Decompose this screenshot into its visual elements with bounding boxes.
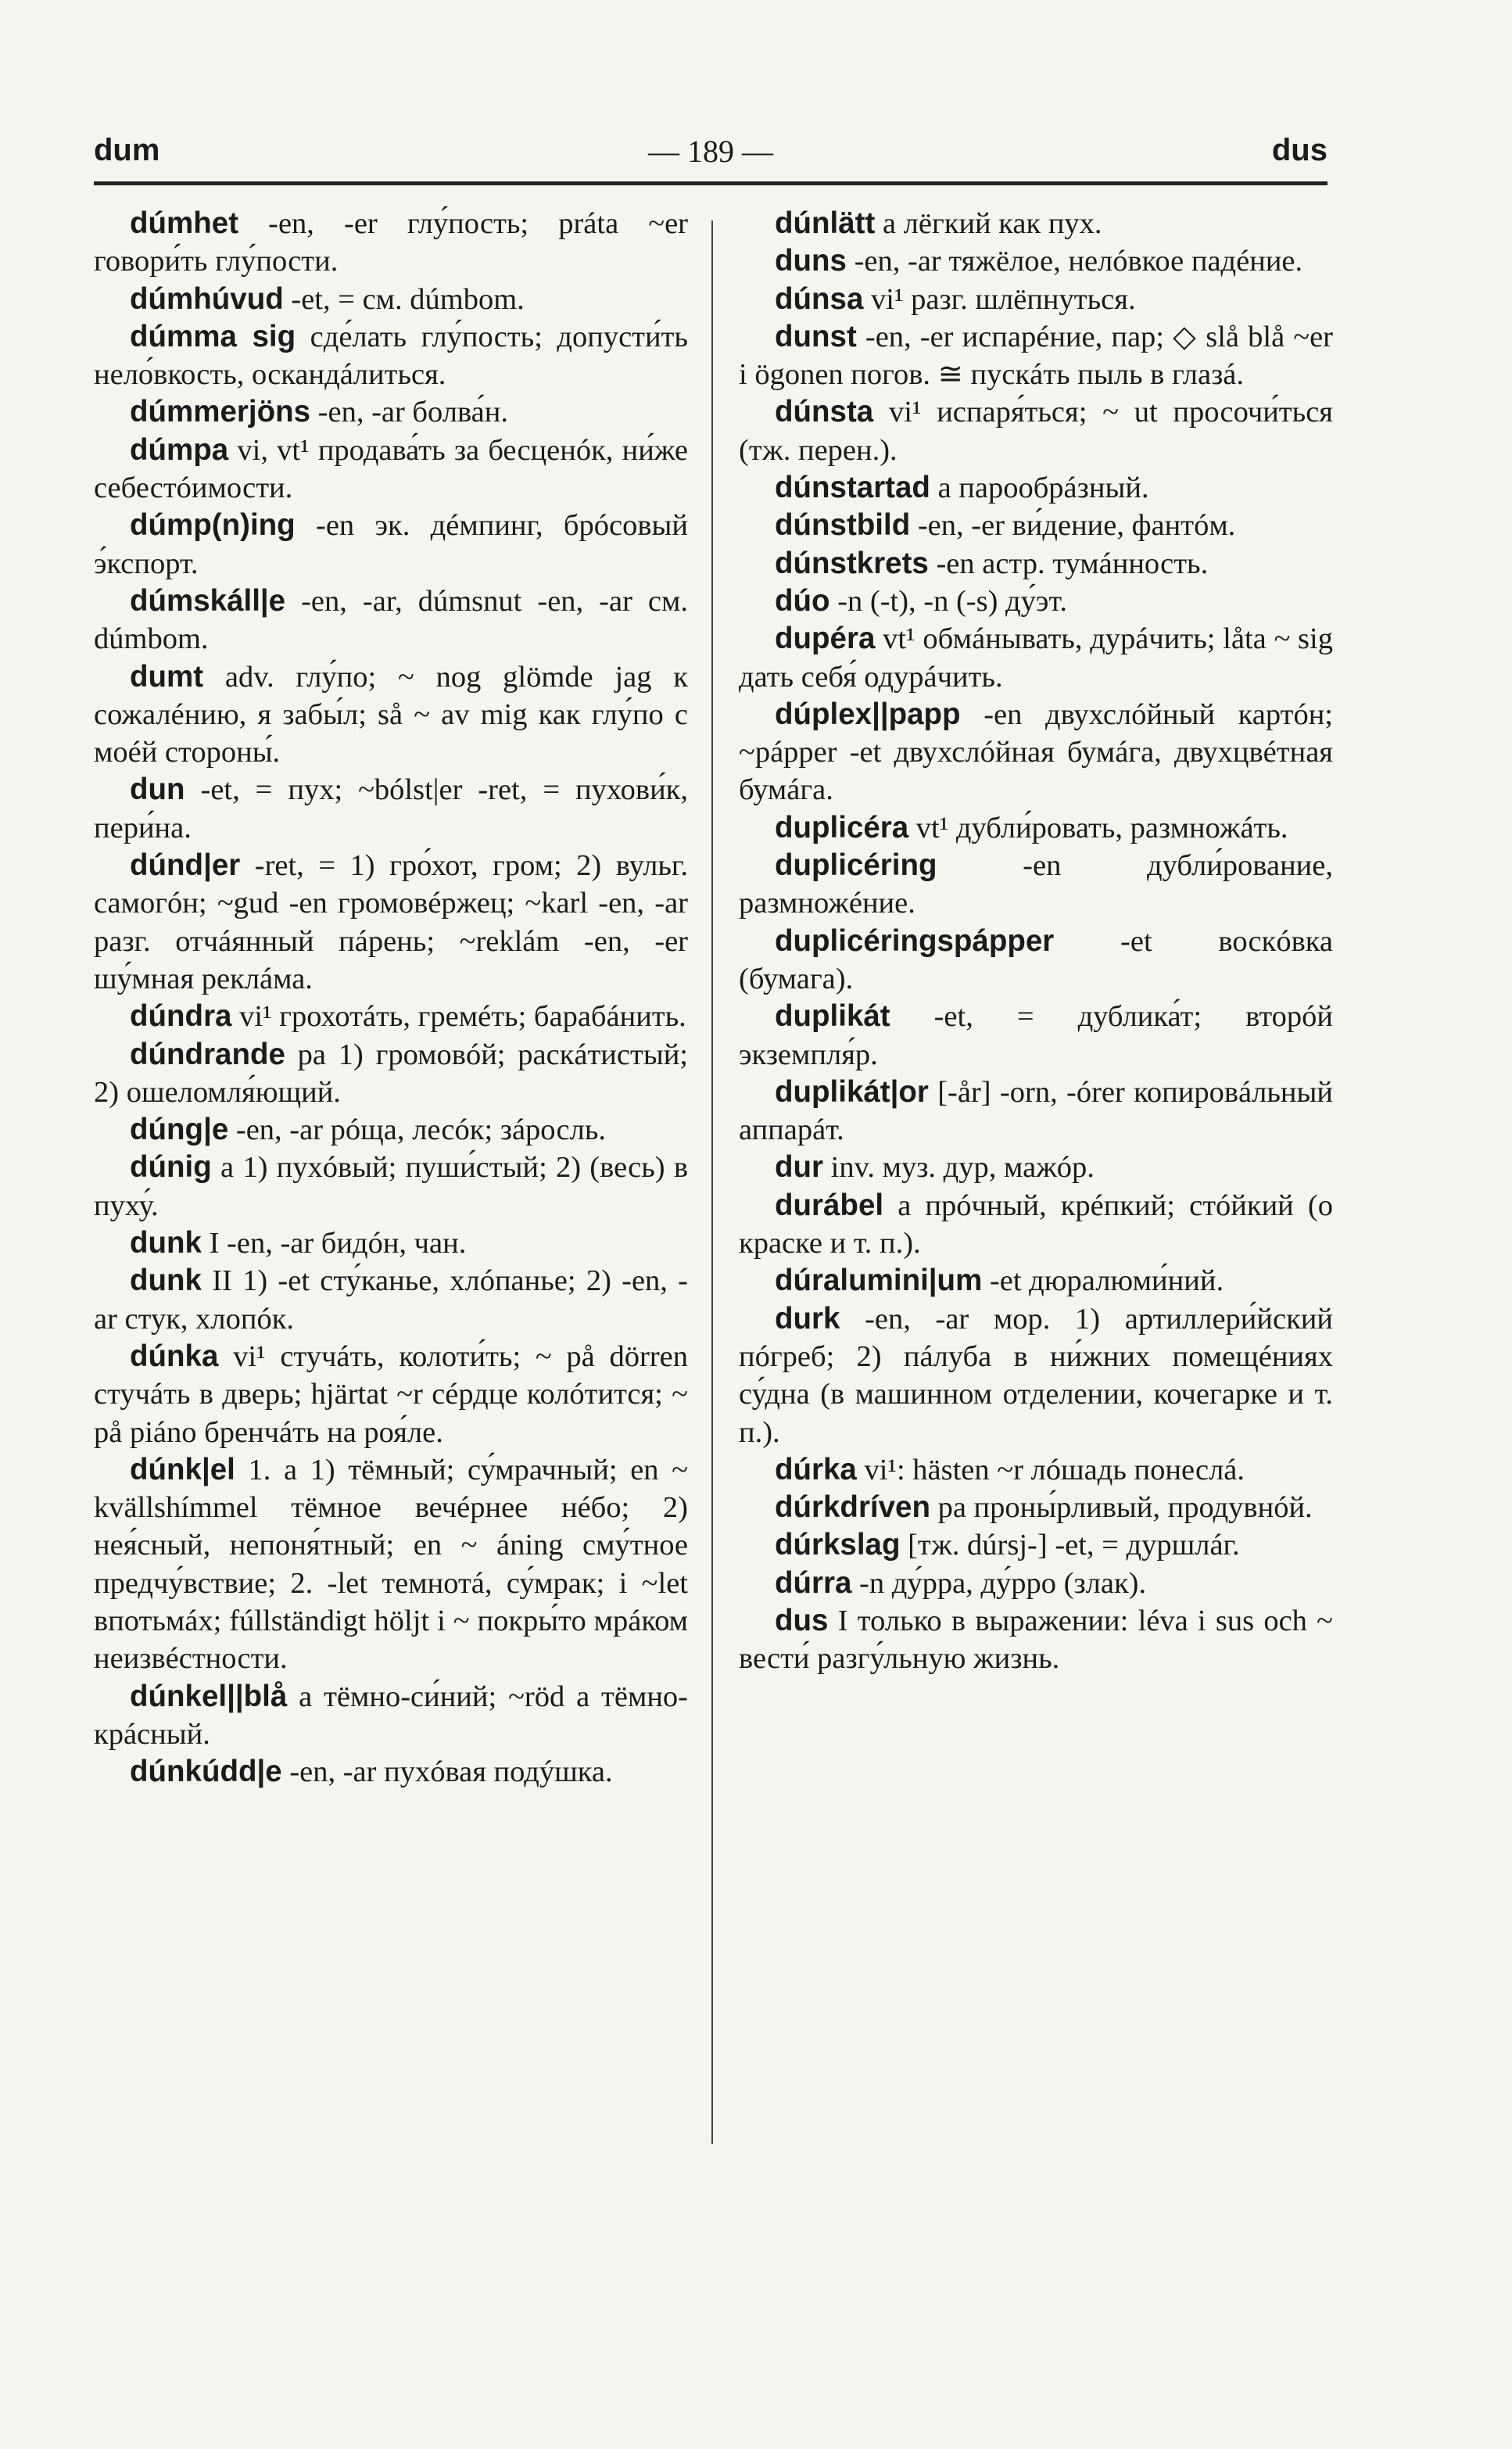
entry-definition: -n ду́рра, ду́рро (злак). [851, 1566, 1147, 1600]
entry-definition: vi¹ разг. шлёпнуться. [863, 282, 1136, 316]
entry-headword: dúnkel||blå [130, 1679, 288, 1713]
entry-headword: dúrkdríven [775, 1490, 930, 1525]
dictionary-entry [739, 1300, 1333, 1451]
dictionary-entry [739, 281, 1333, 318]
entry-definition: vi¹ грохотáть, гремéть; барабáнить. [231, 1000, 686, 1034]
entry-definition: a 1) пухóвый; пуши́стый; 2) (весь) в пуху́. [94, 1151, 688, 1222]
dictionary-entry [739, 583, 1333, 620]
dictionary-entry [739, 696, 1333, 809]
entry-headword: dúrka [775, 1452, 857, 1486]
entry-headword: dumt [130, 659, 204, 694]
entry-definition: vt¹ обмáнывать, дурáчить; låta ~ sig дать себя́ одурáчить. [739, 622, 1333, 694]
entry-headword: dúnk|el [130, 1452, 235, 1486]
dictionary-entry [94, 1036, 688, 1112]
entry-headword: dúnlätt [775, 206, 876, 240]
dictionary-entry [94, 1678, 688, 1754]
entry-headword: dúndra [130, 999, 232, 1034]
dictionary-entry [94, 1149, 688, 1224]
entry-headword: dus [775, 1603, 829, 1637]
dictionary-entry [94, 205, 688, 281]
dictionary-entry [94, 1111, 688, 1149]
dictionary-entry [739, 507, 1333, 544]
dictionary-entry [94, 658, 688, 772]
entry-definition: vi¹ стучáть, колоти́ть; ~ på dörren стучáть в дверь; hjärtat ~r сéрдце колóтится; ~ på piáno бренчáть на роя́ле. [94, 1339, 688, 1449]
entry-definition: -en, -ar рóща, лесóк; зáросль. [228, 1113, 607, 1147]
entry-definition: -et, = см. dúmbom. [283, 282, 525, 316]
entry-definition: I -en, -ar бидóн, чан. [201, 1227, 467, 1260]
dictionary-entry [739, 545, 1333, 583]
dictionary-entry [94, 1338, 688, 1451]
entry-headword: dúnstartad [775, 471, 930, 505]
entry-definition: a парообрáзный. [930, 472, 1149, 505]
dictionary-entry [739, 1565, 1333, 1602]
page-number: — 189 — [648, 134, 773, 169]
dictionary-entry [739, 1074, 1333, 1149]
entry-headword: dúnkúdd|e [130, 1755, 282, 1789]
entry-headword: dúralumini|um [775, 1264, 983, 1298]
entry-headword: dúo [775, 583, 830, 618]
dictionary-entry [94, 1224, 688, 1262]
dictionary-entry [739, 1451, 1333, 1489]
dictionary-entry [739, 1602, 1333, 1678]
dictionary-entry [94, 1451, 688, 1678]
entry-definition: vi¹ испаря́ться; ~ ut просочи́ться (тж. перен.). [739, 396, 1333, 467]
entry-definition: II 1) -et сту́канье, хлóпанье; 2) -en, -ar стук, хлопóк. [94, 1264, 688, 1336]
dictionary-entry [739, 1526, 1333, 1564]
entry-definition: -et, = дублика́т; вторóй экземпля́р. [739, 1000, 1333, 1071]
entry-headword: dúrra [775, 1565, 852, 1600]
dictionary-entry [94, 1262, 688, 1338]
dictionary-entry [94, 281, 688, 318]
dictionary-entry [94, 432, 688, 507]
entry-headword: duns [775, 244, 847, 278]
header-guide-word-left: dum [94, 133, 160, 167]
dictionary-entry [739, 242, 1333, 280]
dictionary-entry [94, 583, 688, 658]
entry-headword: dúmhúvud [130, 281, 284, 316]
entry-headword: dúnsta [775, 395, 874, 429]
entry-headword: dúnstbild [775, 508, 911, 543]
dictionary-entry [94, 393, 688, 431]
dictionary-entry [739, 1187, 1333, 1263]
entry-definition: I только в выражении: léva i sus och ~ вести́ разгу́льную жизнь. [739, 1604, 1333, 1676]
dictionary-entry [739, 1149, 1333, 1186]
entry-headword: duplicéring [775, 848, 937, 883]
dictionary-entry [739, 1489, 1333, 1526]
dictionary-entry [739, 469, 1333, 507]
entry-definition: сде́лать глу́пость; допусти́ть нело́вкость, оскандáлиться. [94, 320, 688, 392]
dictionary-entry [94, 318, 688, 394]
entry-headword: dunk [130, 1264, 202, 1298]
entry-headword: duplikát|or [775, 1074, 929, 1109]
dictionary-entry [739, 318, 1333, 394]
entry-headword: dúnsa [775, 281, 864, 316]
entry-headword: dúmma sig [130, 319, 296, 353]
entry-headword: dun [130, 773, 185, 807]
entry-definition: pa проны́рливый, продувнóй. [930, 1491, 1313, 1525]
entry-definition: -et дюралюми́ний. [982, 1264, 1224, 1298]
entry-definition: -en дубли́рование, размножéние. [739, 849, 1333, 920]
dictionary-entry [739, 393, 1333, 469]
entry-headword: duplikát [775, 999, 890, 1034]
entry-headword: dúndrande [130, 1037, 285, 1071]
entry-headword: dúmskáll|e [130, 583, 286, 618]
entry-definition: 1. a 1) тёмный; су́мрачный; en ~ kvällshímmel тёмное вечéрнее нéбо; 2) нея́сный, непоня́тный; en ~ áning сму́тное предчу́вствие; 2. -let темнотá, су́мрак; i ~let впотьмáх; fúllständigt höljt i ~ покры́то мрáком неизвéстности. [94, 1453, 688, 1676]
entry-headword: duplicéra [775, 810, 909, 844]
entry-definition: -ret, = 1) гро́хот, гром; 2) вульг. самогóн; ~gud -en громовéржец; ~karl -en, -ar разг. отчáянный пáрень; ~reklám -en, -er шу́мная реклáма. [94, 849, 688, 995]
entry-definition: -en эк. дéмпинг, брóсовый э́кспорт. [94, 509, 688, 580]
entry-definition: -en, -ar тяжёлое, нелóвкое падéние. [846, 245, 1303, 278]
entry-headword: duplicéringspápper [775, 923, 1055, 958]
dictionary-entry [94, 771, 688, 847]
entry-definition: -en, -ar, dúmsnut -en, -ar см. dúmbom. [94, 584, 688, 656]
entry-headword: dunk [130, 1226, 202, 1260]
entry-headword: durábel [775, 1188, 884, 1222]
entry-headword: dúnstkrets [775, 546, 929, 580]
dictionary-entry [94, 1753, 688, 1791]
entry-headword: dúmp(n)ing [130, 508, 296, 543]
entry-definition: -en двухслóйный картóн; ~pápper -et двухслóйная бумáга, двухцвéтная бумáга. [739, 697, 1333, 807]
dictionary-entry [94, 507, 688, 583]
entry-definition: a тёмно-си́ний; ~röd a тёмно-крáсный. [94, 1680, 688, 1751]
entry-definition: inv. муз. дур, мажóр. [823, 1151, 1095, 1185]
entry-headword: dur [775, 1150, 824, 1185]
dictionary-entry [739, 205, 1333, 242]
left-column [94, 205, 688, 1791]
page-header [94, 133, 1327, 180]
dictionary-entry [739, 620, 1333, 696]
entry-definition: a прóчный, крéпкий; стóйкий (о краске и т. п.). [739, 1189, 1333, 1260]
dictionary-entry [94, 847, 688, 998]
entry-headword: dúnka [130, 1339, 219, 1373]
entry-definition: adv. глу́по; ~ nog glömde jag к сожалéнию, я забы́л; så ~ av mig как глу́по с моéй стороны́. [94, 660, 688, 769]
entry-definition: [тж. dúrsj-] -et, = дуршлáг. [900, 1529, 1240, 1562]
dictionary-entry [739, 998, 1333, 1074]
entry-definition: a лёгкий как пух. [875, 207, 1102, 240]
entry-definition: -en, -ar мор. 1) артиллери́йский пóгреб; 2) пáлуба в ни́жних помещéниях су́дна (в машинном отделении, кочегарке и т. п.). [739, 1302, 1333, 1449]
entry-headword: dúmhet [130, 206, 239, 240]
dictionary-entry [739, 923, 1333, 999]
entry-headword: dupéra [775, 622, 876, 656]
entry-headword: dúrkslag [775, 1528, 901, 1562]
entry-definition: pa 1) громовóй; раскáтистый; 2) ошеломля́ющий. [94, 1038, 688, 1109]
dictionary-entry [94, 998, 688, 1035]
entry-headword: dúmpa [130, 432, 229, 467]
entry-definition: -en астр. тумáнность. [928, 547, 1209, 580]
entry-definition: -et воскóвка (бумага). [739, 924, 1333, 995]
entry-definition: vt¹ дубли́ровать, размножáть. [908, 811, 1288, 844]
entry-headword: dúplex||papp [775, 697, 961, 731]
entry-definition: -en, -ar болва́н. [310, 396, 508, 429]
entry-definition: -en, -er ви́дение, фантóм. [910, 509, 1236, 543]
dictionary-entry [739, 1262, 1333, 1300]
right-column [739, 205, 1333, 1678]
column-separator [711, 221, 713, 2144]
entry-definition: -en, -er испарéние, пар; ◇ slå blå ~er i ögonen погов. ≅ пускáть пыль в глазá. [739, 320, 1333, 392]
entry-definition: vi¹: hästen ~r лóшадь понеслá. [856, 1453, 1245, 1486]
entry-headword: dúnd|er [130, 848, 241, 883]
header-guide-word-right: dus [1271, 133, 1327, 167]
entry-headword: dúng|e [130, 1113, 229, 1147]
entry-definition: [-år] -orn, -órer копировáльный аппарáт. [739, 1075, 1333, 1147]
dictionary-entry [739, 847, 1333, 923]
entry-definition: vi, vt¹ продава́ть за бесценóк, ни́же себестóимости. [94, 433, 688, 505]
entry-headword: dunst [775, 319, 857, 353]
entry-definition: -et, = пух; ~bólst|er -ret, = пухови́к, пери́на. [94, 773, 688, 844]
entry-headword: durk [775, 1301, 840, 1336]
entry-headword: dúnig [130, 1150, 212, 1185]
entry-definition: -en, -ar пухóвая подýшка. [281, 1755, 613, 1789]
header-rule [94, 181, 1327, 185]
entry-headword: dúmmerjöns [130, 395, 311, 429]
dictionary-entry [739, 809, 1333, 847]
entry-definition: -n (-t), -n (-s) ду́эт. [829, 584, 1067, 618]
entry-definition: -en, -er глу́пость; práta ~er говори́ть глу́пости. [94, 207, 688, 278]
